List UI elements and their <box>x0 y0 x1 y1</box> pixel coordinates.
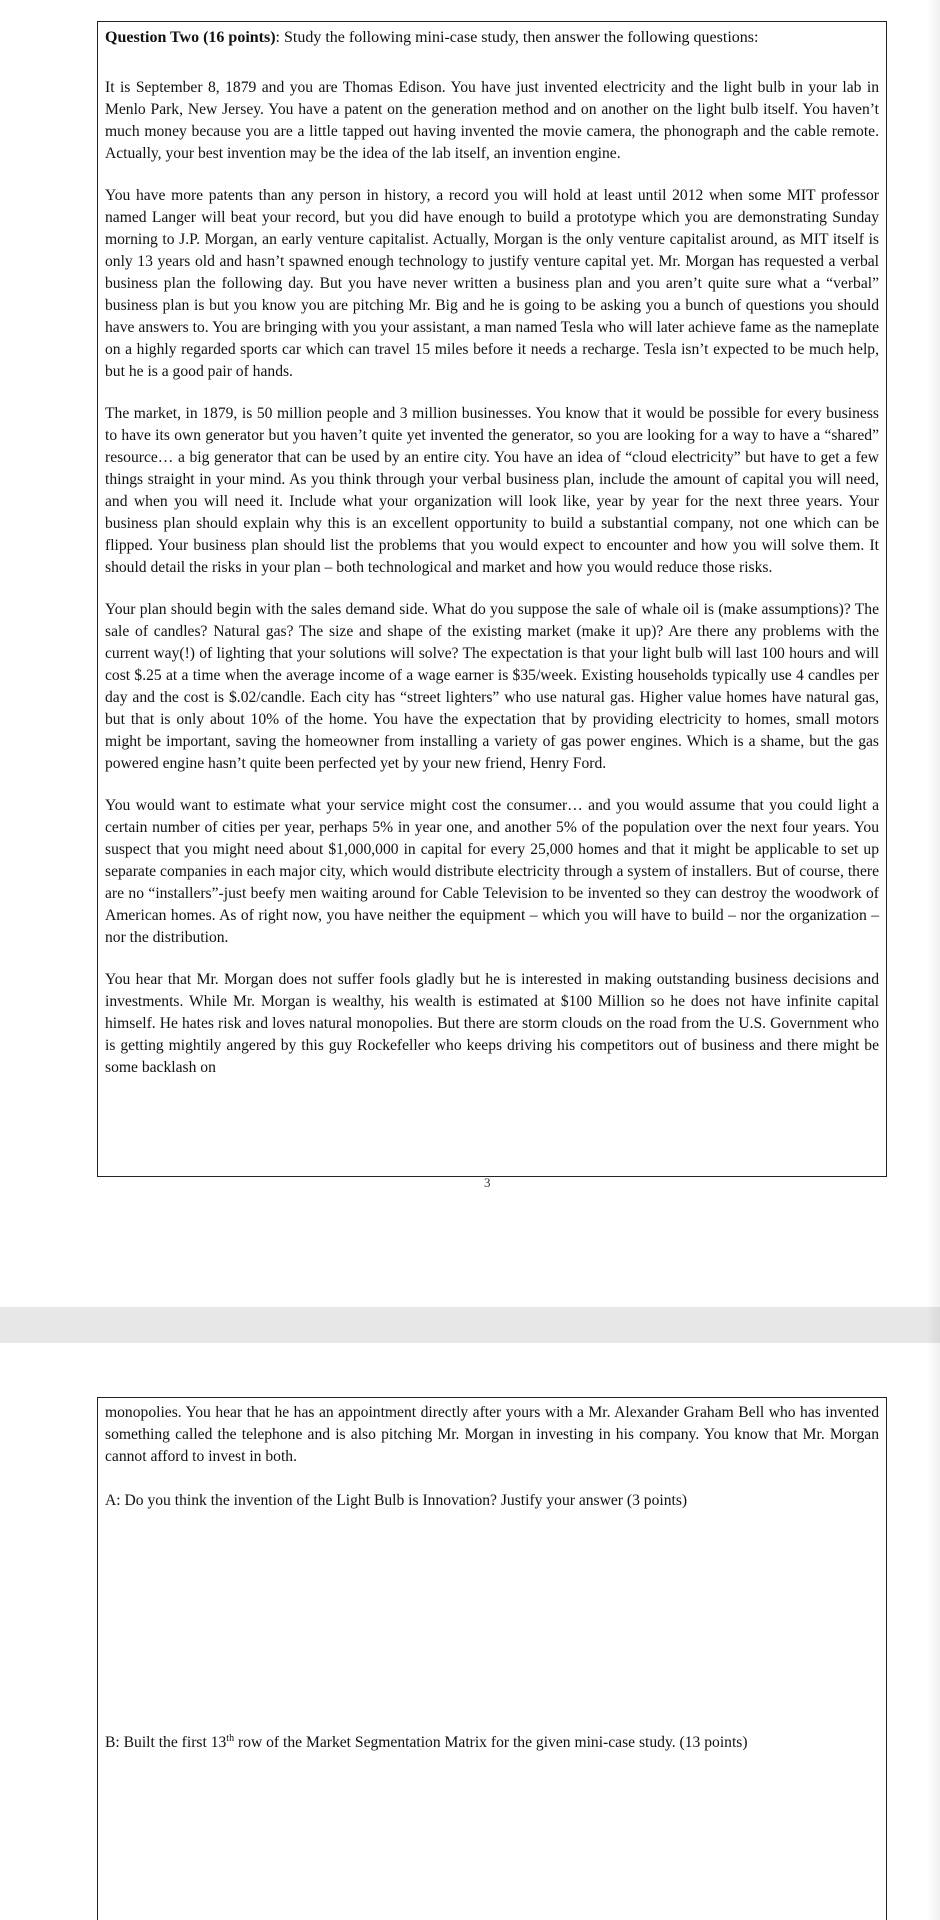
paragraph-1: It is September 8, 1879 and you are Thomas Edison. You have just invented electricity and the light bulb in your lab in Menlo Park, New Jersey. You have a patent on the generation method and on another on the light bulb itself. You haven’t much money because you are a little tapped out having invented the movie camera, the phonograph and the cable remote. Actually, your best invention may be the idea of the lab itself, an invention engine. <box>105 79 879 162</box>
question-b <box>105 1732 748 1754</box>
paragraph-6: You hear that Mr. Morgan does not suffer fools gladly but he is interested in making outstanding business decisions and investments. While Mr. Morgan is wealthy, his wealth is estimated at $100 Million so he does not have infinite capital himself. He hates risk and loves natural monopolies. But there are storm clouds on the road from the U.S. Government who is getting mightily angered by this guy Rockefeller who keeps driving his competitors out of business and there might be some backlash on <box>105 971 879 1076</box>
scroll-edge-shadow <box>926 0 940 1920</box>
questions-box <box>97 1397 887 1920</box>
question-b-text: B: Built the first 13 <box>105 1734 227 1751</box>
question-title: Question Two (16 points) <box>105 29 276 46</box>
paragraph-3: The market, in 1879, is 50 million people and 3 million businesses. You know that it would be possible for every business to have its own generator but you haven’t quite yet invented the generator, so you are looking for a way to have a “shared” resource… a big generator that can be used by an entire city. You have an idea of “cloud electricity” but have to get a few things straight in your mind. As you think through your verbal business plan, include the amount of capital you will need, and when you will need it. Include what your organization will look like, year by year for the next three years. Your business plan should explain why this is an excellent opportunity to build a substantial company, not one which can be flipped. Your business plan should list the problems that you would expect to encounter and how you will solve them. It should detail the risks in your plan – both technological and market and how you would reduce those risks. <box>105 405 879 576</box>
page-gap <box>0 1307 940 1343</box>
page-number: 3 <box>484 1175 491 1190</box>
question-instructions: : Study the following mini-case study, then answer the following questions: <box>275 29 759 46</box>
continuation-paragraph: monopolies. You hear that he has an appointment directly after yours with a Mr. Alexander Graham Bell who has invented something called the telephone and is also pitching Mr. Morgan in investing in his company. You know that Mr. Morgan cannot afford to invest in both. <box>105 1404 879 1465</box>
question-b-superscript: th <box>226 1732 235 1744</box>
question-a: A: Do you think the invention of the Light Bulb is Innovation? Justify your answer (3 points) <box>105 1492 688 1509</box>
paragraph-5: You would want to estimate what your service might cost the consumer… and you would assume that you could light a certain number of cities per year, perhaps 5% in year one, and another 5% of the population over the next four years. You suspect that you might need about $1,000,000 in capital for every 25,000 homes and that it might be applicable to set up separate companies in each major city, which would distribute electricity through a system of installers. But of course, there are no “installers”-just beefy men waiting around for Cable Television to be invented so they can destroy the woodwork of American homes. As of right now, you have neither the equipment – which you will have to build – nor the organization – nor the distribution. <box>105 797 879 946</box>
question-heading <box>105 27 879 49</box>
case-study-box <box>97 21 887 1177</box>
paragraph-4: Your plan should begin with the sales demand side. What do you suppose the sale of whale oil is (make assumptions)? The sale of candles? Natural gas? The size and shape of the existing market (make it up)? Are there any problems with the current way(!) of lighting that your solutions will solve? The expectation is that your light bulb will last 100 hours and will cost $.25 at a time when the average income of a wage earner is $35/week. Existing households typically use 4 candles per day and the cost is $.02/candle. Each city has “street lighters” who use natural gas. Higher value homes have natural gas, but that is only about 10% of the home. You have the expectation that by providing electricity to homes, small motors might be important, saving the homeowner from installing a variety of gas power engines. Which is a shame, but the gas powered engine hasn’t quite been perfected yet by your new friend, Henry Ford. <box>105 601 879 772</box>
paragraph-2: You have more patents than any person in history, a record you will hold at least until 2012 when some MIT professor named Langer will beat your record, but you did have enough to build a prototype which you are demonstrating Sunday morning to J.P. Morgan, an early venture capitalist. Actually, Morgan is the only venture capitalist around, as MIT itself is only 13 years old and hasn’t spawned enough technology to justify venture capital yet. Mr. Morgan has requested a verbal business plan the following day. But you have never written a business plan and you aren’t quite sure what a “verbal” business plan is but you know you are pitching Mr. Big and he is going to be asking you a bunch of questions you should have answers to. You are bringing with you your assistant, a man named Tesla who will later achieve fame as the nameplate on a highly regarded sports car which can travel 15 miles before it needs a recharge. Tesla isn’t expected to be much help, but he is a good pair of hands. <box>105 187 879 380</box>
question-b-text-rest: row of the Market Segmentation Matrix for the given mini-case study. (13 points) <box>234 1734 748 1751</box>
